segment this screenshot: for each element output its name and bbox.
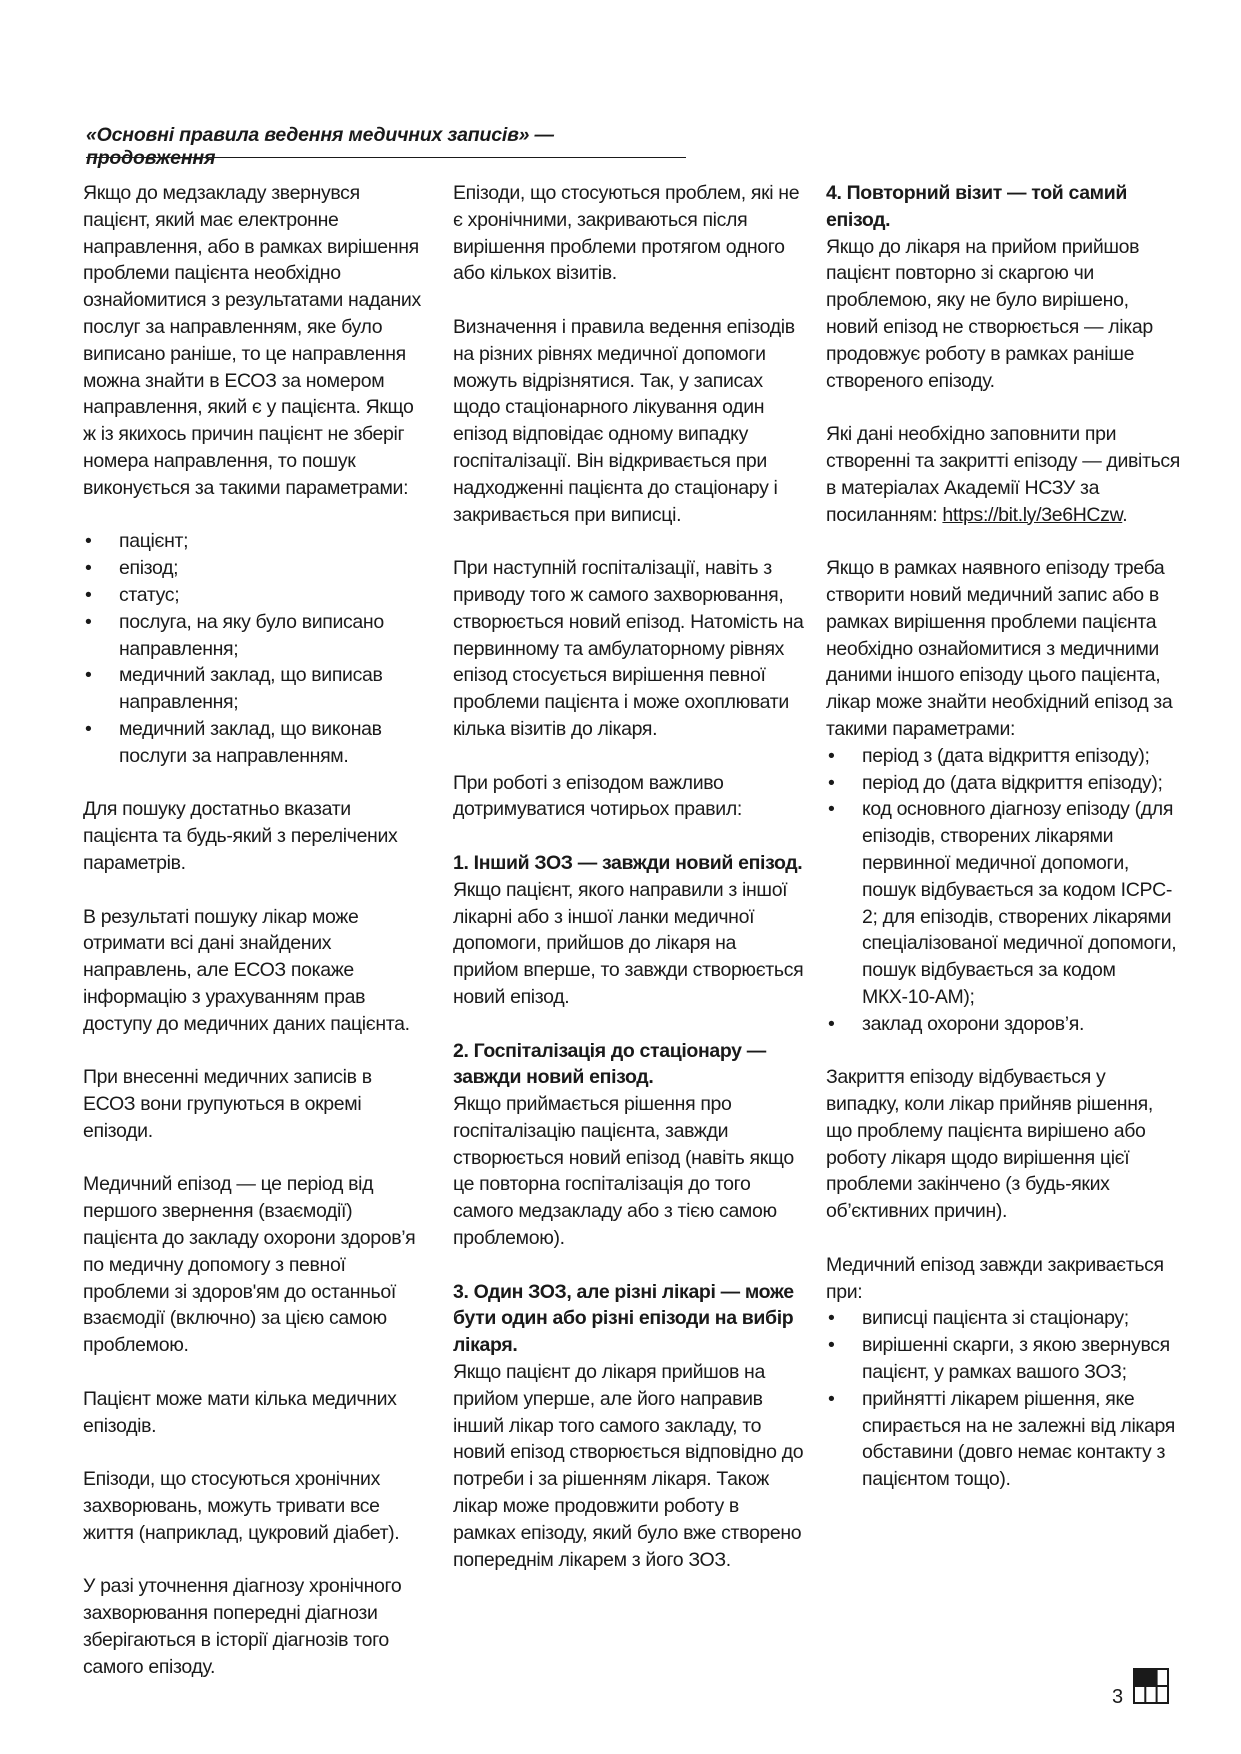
rule-heading-4: 4. Повторний візит — той самий епізод.	[826, 182, 1128, 231]
list-item: • вирішенні скарги, з якою звернувся пацієнт, у рамках вашого ЗОЗ;	[826, 1332, 1181, 1386]
link-intro-text: Які дані необхідно заповнити при створенні та закритті епізоду — дивіться в матеріалах Академії НСЗУ за посиланням:	[826, 423, 1180, 526]
paragraph: Епізоди, що стосуються хронічних захворювань, можуть тривати все життя (наприклад, цукровий діабет).	[83, 1468, 400, 1544]
paragraph: Епізоди, що стосуються проблем, які не є хронічними, закриваються після вирішення проблеми протягом одного або кількох візитів.	[453, 182, 800, 285]
paragraph: В результаті пошуку лікар може отримати всі дані знайдених направлень, але ЕСОЗ покаже інформацію з урахуванням прав доступу до медичних даних пацієнта.	[83, 905, 410, 1035]
paragraph: Якщо в рамках наявного епізоду треба створити новий медичний запис або в рамках вирішення проблеми пацієнта необхідно ознайомитися з медичними даними іншого епізоду цього пацієнта, лікар може знайти необхідний епізод за такими параметрами:	[826, 557, 1173, 740]
episode-search-parameters-list	[826, 743, 1181, 1038]
rule-heading-2: 2. Госпіталізація до стаціонару — завжди новий епізод.	[453, 1039, 766, 1089]
rule-heading-3: 3. Один ЗОЗ, але різні лікарі — може бути один або різні епізоди на вибір лікаря.	[453, 1280, 794, 1357]
page-header-title: «Основні правила ведення медичних записів» — продовження	[86, 124, 554, 169]
nszu-grid-logo-icon	[1133, 1668, 1169, 1704]
paragraph: Медичний епізод — це період від першого звернення (взаємодії) пацієнта до закладу охорони здоров’я по медичну допомогу з певної проблеми зі здоров'ям до останньої взаємодії (включно) за цією самою проблемою.	[83, 1173, 416, 1357]
list-item: • прийнятті лікарем рішення, яке спирається на не залежні від лікаря обставини (довго немає контакту з пацієнтом тощо).	[826, 1386, 1181, 1493]
list-item: • код основного діагнозу епізоду (для епізодів, створених лікарями первинної медичної допомоги, пошук відбувається за кодом ICPC-2; для епізодів, створених лікарями спеціалізованої медичної допомоги, пошук відбувається за кодом МКХ-10-АМ);	[826, 796, 1181, 1010]
paragraph: Якщо до медзакладу звернувся пацієнт, який має електронне направлення, або в рамках вирішення проблеми пацієнта необхідно ознайомитися з результатами наданих послуг за направленням, яке було виписано раніше, то це направлення можна знайти в ЕСОЗ за номером направлення, який є у пацієнта. Якщо ж із якихось причин пацієнт не зберіг номера направлення, то пошук виконується за такими параметрами:	[83, 182, 421, 499]
paragraph-with-link	[826, 421, 1181, 528]
list-item: • період з (дата відкриття епізоду);	[826, 743, 1181, 770]
paragraph: У разі уточнення діагнозу хронічного захворювання попередні діагнози зберігаються в історії діагнозів того самого епізоду.	[83, 1575, 402, 1678]
list-item: • пацієнт;	[83, 528, 428, 555]
column-1	[83, 180, 428, 1707]
list-item: • медичний заклад, що виписав направлення;	[83, 662, 428, 716]
column-3	[826, 180, 1181, 1520]
paragraph: Якщо приймається рішення про госпіталізацію пацієнта, завжди створюється новий епізод (навіть якщо це повторна госпіталізація до того самого медзакладу або з тією самою проблемою).	[453, 1093, 794, 1250]
list-item: • послуга, на яку було виписано направлення;	[83, 609, 428, 663]
rule-heading-1: 1. Інший ЗОЗ — завжди новий епізод.	[453, 851, 803, 874]
search-parameters-list	[83, 528, 428, 769]
list-item: • заклад охорони здоров’я.	[826, 1011, 1181, 1038]
paragraph: Для пошуку достатньо вказати пацієнта та будь-який з перелічених параметрів.	[83, 798, 398, 874]
paragraph: Якщо до лікаря на прийом прийшов пацієнт повторно зі скаргою чи проблемою, яку не було вирішено, новий епізод не створюється — лікар продовжує роботу в рамках раніше створеного епізоду.	[826, 235, 1153, 392]
paragraph: При внесенні медичних записів в ЕСОЗ вони групуються в окремі епізоди.	[83, 1066, 372, 1142]
list-item: • епізод;	[83, 555, 428, 582]
paragraph: При роботі з епізодом важливо дотримуватися чотирьох правил:	[453, 771, 742, 821]
episode-closing-list	[826, 1305, 1181, 1493]
list-item: • медичний заклад, що виконав послуги за направленням.	[83, 716, 428, 770]
paragraph: Якщо пацієнт до лікаря прийшов на прийом уперше, але його направив інший лікар того самого закладу, то новий епізод створюється відповідно до потреби і за рішенням лікаря. Також лікар може продовжити роботу в рамках епізоду, який було вже створено попереднім лікарем з його ЗОЗ.	[453, 1361, 804, 1571]
list-item: • статус;	[83, 582, 428, 609]
paragraph: Закриття епізоду відбувається у випадку, коли лікар прийняв рішення, що проблему пацієнта вирішено або роботу лікаря щодо вирішення цієї проблеми закінчено (з будь-яких об’єктивних причин).	[826, 1066, 1153, 1223]
paragraph: Визначення і правила ведення епізодів на різних рівнях медичної допомоги можуть відрізнятися. Так, у записах щодо стаціонарного лікування один епізод відповідає одному випадку госпіталізації. Він відкривається при надходженні пацієнта до стаціонару і закривається при виписці.	[453, 315, 795, 526]
list-item: • виписці пацієнта зі стаціонару;	[826, 1305, 1181, 1332]
page-number: 3	[1112, 1686, 1124, 1708]
paragraph: При наступній госпіталізації, навіть з приводу того ж самого захворювання, створюється новий епізод. Натомість на первинному та амбулаторному рівнях епізод стосується вирішення певної проблеми пацієнта і може охоплювати кілька візитів до лікаря.	[453, 557, 804, 740]
paragraph: Медичний епізод завжди закривається при:	[826, 1253, 1164, 1303]
paragraph: Якщо пацієнт, якого направили з іншої лікарні або з іншої ланки медичної допомоги, прийшов до лікаря на прийом вперше, то завжди створюється новий епізод.	[453, 878, 804, 1008]
paragraph: Пацієнт може мати кілька медичних епізодів.	[83, 1387, 397, 1437]
academy-link[interactable]: https://bit.ly/3e6HCzw	[942, 503, 1123, 526]
column-2	[453, 180, 805, 1600]
header-divider	[86, 157, 686, 158]
list-item: • період до (дата відкриття епізоду);	[826, 770, 1181, 797]
period: .	[1122, 503, 1128, 526]
